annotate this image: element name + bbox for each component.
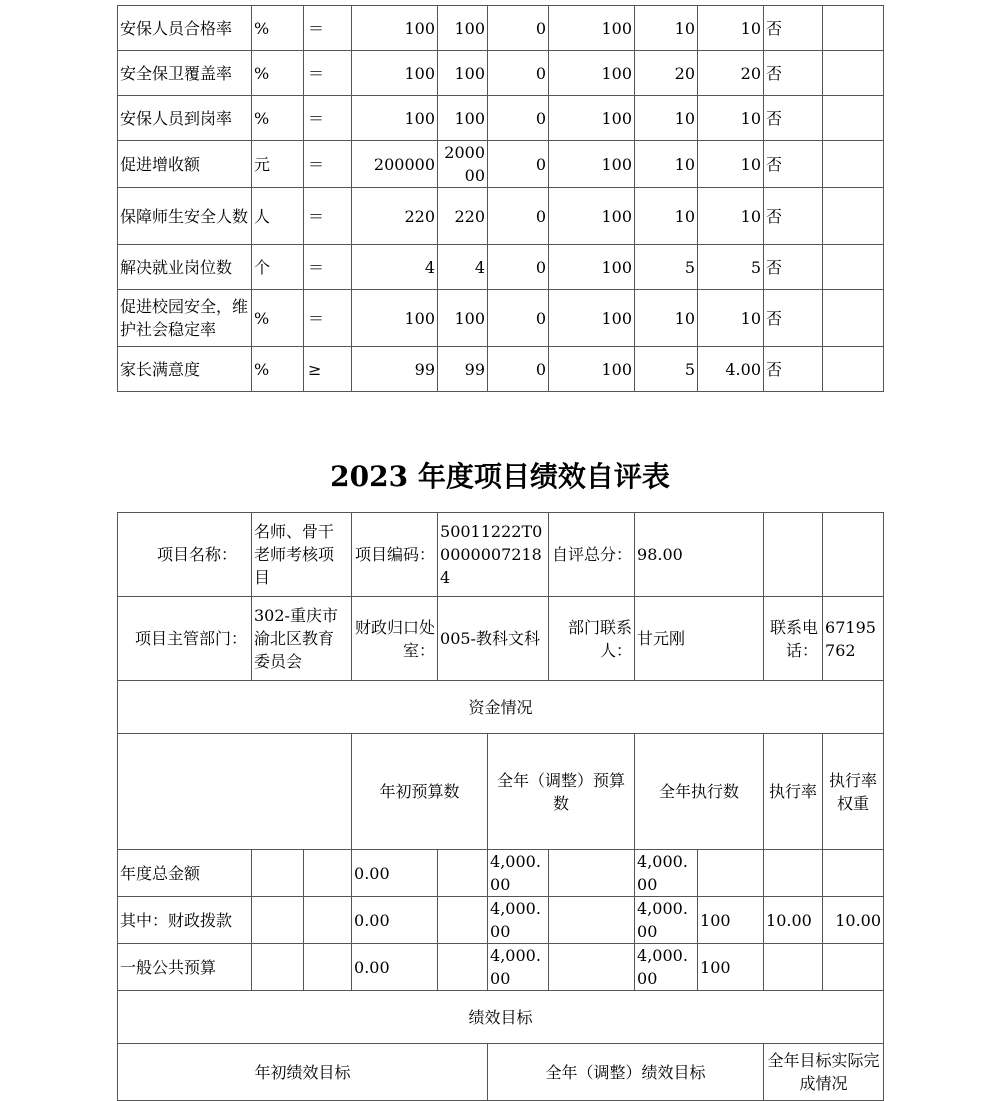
indicator-note bbox=[823, 6, 884, 51]
contact-value: 甘元刚 bbox=[635, 597, 764, 681]
indicator-actual: 100 bbox=[438, 290, 488, 347]
self-score-label: 自评总分： bbox=[549, 513, 635, 597]
goals-section-label: 绩效目标 bbox=[118, 991, 884, 1044]
indicator-deviation: 0 bbox=[488, 245, 549, 290]
indicator-row bbox=[118, 6, 884, 51]
indicator-score-base: 100 bbox=[549, 51, 635, 96]
indicator-score: 10 bbox=[698, 141, 764, 188]
empty-cell bbox=[252, 897, 304, 944]
indicator-target: 100 bbox=[352, 51, 438, 96]
indicator-score-base: 100 bbox=[549, 290, 635, 347]
indicator-score: 4.00 bbox=[698, 347, 764, 392]
indicator-table bbox=[117, 5, 884, 392]
dept-value: 302-重庆市渝北区教育委员会 bbox=[252, 597, 352, 681]
funds-header-row bbox=[118, 734, 884, 850]
empty-cell bbox=[764, 513, 823, 597]
exec-weight-value bbox=[764, 850, 823, 897]
initial-goals-header: 年初绩效目标 bbox=[118, 1044, 488, 1101]
contact-label: 部门联系人： bbox=[549, 597, 635, 681]
indicator-deviation: 0 bbox=[488, 51, 549, 96]
indicator-operator: ＝ bbox=[304, 6, 352, 51]
indicator-score-base: 100 bbox=[549, 141, 635, 188]
exec-rate-header: 执行率 bbox=[764, 734, 823, 850]
info-row-project bbox=[118, 513, 884, 597]
indicator-name: 促进增收额 bbox=[118, 141, 252, 188]
self-score-value: 98.00 bbox=[635, 513, 764, 597]
indicator-actual: 100 bbox=[438, 6, 488, 51]
empty-cell bbox=[304, 944, 352, 991]
indicator-score-base: 100 bbox=[549, 347, 635, 392]
indicator-name: 促进校园安全，维护社会稳定率 bbox=[118, 290, 252, 347]
indicator-unit: % bbox=[252, 96, 304, 141]
executed-value: 4,000.00 bbox=[635, 897, 698, 944]
indicator-flag: 否 bbox=[764, 290, 823, 347]
exec-rate-value bbox=[698, 850, 764, 897]
self-evaluation-table bbox=[117, 512, 884, 1101]
indicator-row bbox=[118, 347, 884, 392]
funds-row-label: 年度总金额 bbox=[118, 850, 252, 897]
empty-cell bbox=[252, 944, 304, 991]
adjusted-budget-value: 4,000.00 bbox=[488, 897, 549, 944]
indicator-deviation: 0 bbox=[488, 6, 549, 51]
indicator-operator: ＝ bbox=[304, 141, 352, 188]
empty-cell bbox=[304, 897, 352, 944]
exec-rate-value: 100 bbox=[698, 944, 764, 991]
funds-row bbox=[118, 944, 884, 991]
indicator-row bbox=[118, 51, 884, 96]
indicator-score: 5 bbox=[698, 245, 764, 290]
page-title: 2023 年度项目绩效自评表 bbox=[330, 460, 670, 493]
indicator-score-base: 100 bbox=[549, 6, 635, 51]
indicator-flag: 否 bbox=[764, 51, 823, 96]
exec-score-value: 10.00 bbox=[823, 897, 884, 944]
indicator-score: 10 bbox=[698, 96, 764, 141]
indicator-target: 220 bbox=[352, 188, 438, 245]
indicator-name: 保障师生安全人数 bbox=[118, 188, 252, 245]
indicator-flag: 否 bbox=[764, 6, 823, 51]
indicator-name: 安全保卫覆盖率 bbox=[118, 51, 252, 96]
indicator-name: 安保人员到岗率 bbox=[118, 96, 252, 141]
project-name-label: 项目名称： bbox=[118, 513, 252, 597]
empty-cell bbox=[549, 944, 635, 991]
indicator-score-base: 100 bbox=[549, 188, 635, 245]
indicator-operator: ＝ bbox=[304, 51, 352, 96]
project-code-value: 50011222T000000072184 bbox=[438, 513, 549, 597]
project-code-label: 项目编码： bbox=[352, 513, 438, 597]
phone-label: 联系电话： bbox=[764, 597, 823, 681]
indicator-deviation: 0 bbox=[488, 188, 549, 245]
initial-budget-value: 0.00 bbox=[352, 944, 438, 991]
empty-cell bbox=[438, 944, 488, 991]
actual-goals-header: 全年目标实际完成情况 bbox=[764, 1044, 884, 1101]
indicator-deviation: 0 bbox=[488, 347, 549, 392]
adjusted-budget-value: 4,000.00 bbox=[488, 944, 549, 991]
funds-row-label: 其中：财政拨款 bbox=[118, 897, 252, 944]
empty-cell bbox=[118, 734, 352, 850]
indicator-actual: 99 bbox=[438, 347, 488, 392]
indicator-actual: 100 bbox=[438, 51, 488, 96]
indicator-weight: 10 bbox=[635, 96, 698, 141]
indicator-flag: 否 bbox=[764, 347, 823, 392]
indicator-name: 家长满意度 bbox=[118, 347, 252, 392]
exec-rate-value: 100 bbox=[698, 897, 764, 944]
indicator-operator: ＝ bbox=[304, 290, 352, 347]
indicator-target: 100 bbox=[352, 96, 438, 141]
info-row-dept bbox=[118, 597, 884, 681]
indicator-unit: 个 bbox=[252, 245, 304, 290]
indicator-note bbox=[823, 290, 884, 347]
indicator-row bbox=[118, 141, 884, 188]
indicator-deviation: 0 bbox=[488, 290, 549, 347]
empty-cell bbox=[438, 897, 488, 944]
dept-label: 项目主管部门： bbox=[118, 597, 252, 681]
funds-row bbox=[118, 897, 884, 944]
indicator-operator: ＝ bbox=[304, 96, 352, 141]
adjusted-budget-header: 全年（调整）预算数 bbox=[488, 734, 635, 850]
indicator-target: 100 bbox=[352, 6, 438, 51]
indicator-row bbox=[118, 188, 884, 245]
initial-budget-value: 0.00 bbox=[352, 897, 438, 944]
exec-weight-header: 执行率权重 bbox=[823, 734, 884, 850]
empty-cell bbox=[823, 513, 884, 597]
finance-value: 005-教科文科 bbox=[438, 597, 549, 681]
indicator-note bbox=[823, 245, 884, 290]
empty-cell bbox=[304, 850, 352, 897]
executed-header: 全年执行数 bbox=[635, 734, 764, 850]
indicator-target: 200000 bbox=[352, 141, 438, 188]
indicator-operator: ＝ bbox=[304, 245, 352, 290]
indicator-flag: 否 bbox=[764, 96, 823, 141]
indicator-weight: 10 bbox=[635, 141, 698, 188]
indicator-note bbox=[823, 141, 884, 188]
indicator-score: 10 bbox=[698, 290, 764, 347]
indicator-weight: 10 bbox=[635, 188, 698, 245]
finance-label: 财政归口处室： bbox=[352, 597, 438, 681]
funds-row bbox=[118, 850, 884, 897]
indicator-score-base: 100 bbox=[549, 245, 635, 290]
indicator-operator: ≥ bbox=[304, 347, 352, 392]
indicator-note bbox=[823, 188, 884, 245]
executed-value: 4,000.00 bbox=[635, 850, 698, 897]
indicator-deviation: 0 bbox=[488, 141, 549, 188]
indicator-row bbox=[118, 96, 884, 141]
indicator-name: 解决就业岗位数 bbox=[118, 245, 252, 290]
indicator-row bbox=[118, 290, 884, 347]
funds-section-row bbox=[118, 681, 884, 734]
empty-cell bbox=[549, 850, 635, 897]
indicator-actual: 100 bbox=[438, 96, 488, 141]
indicator-target: 100 bbox=[352, 290, 438, 347]
exec-score-value bbox=[823, 850, 884, 897]
indicator-score: 20 bbox=[698, 51, 764, 96]
indicator-actual: 220 bbox=[438, 188, 488, 245]
indicator-flag: 否 bbox=[764, 141, 823, 188]
project-name-value: 名师、骨干老师考核项目 bbox=[252, 513, 352, 597]
indicator-target: 4 bbox=[352, 245, 438, 290]
indicator-weight: 10 bbox=[635, 6, 698, 51]
indicator-unit: % bbox=[252, 290, 304, 347]
initial-budget-header: 年初预算数 bbox=[352, 734, 488, 850]
indicator-score-base: 100 bbox=[549, 96, 635, 141]
empty-cell bbox=[438, 850, 488, 897]
exec-weight-value bbox=[764, 944, 823, 991]
indicator-actual: 200000 bbox=[438, 141, 488, 188]
indicator-unit: % bbox=[252, 347, 304, 392]
initial-budget-value: 0.00 bbox=[352, 850, 438, 897]
adjusted-goals-header: 全年（调整）绩效目标 bbox=[488, 1044, 764, 1101]
indicator-row bbox=[118, 245, 884, 290]
indicator-operator: ＝ bbox=[304, 188, 352, 245]
indicator-note bbox=[823, 347, 884, 392]
executed-value: 4,000.00 bbox=[635, 944, 698, 991]
exec-score-value bbox=[823, 944, 884, 991]
empty-cell bbox=[549, 897, 635, 944]
funds-row-label: 一般公共预算 bbox=[118, 944, 252, 991]
indicator-name: 安保人员合格率 bbox=[118, 6, 252, 51]
indicator-flag: 否 bbox=[764, 245, 823, 290]
indicator-flag: 否 bbox=[764, 188, 823, 245]
adjusted-budget-value: 4,000.00 bbox=[488, 850, 549, 897]
indicator-note bbox=[823, 96, 884, 141]
indicator-unit: % bbox=[252, 6, 304, 51]
indicator-actual: 4 bbox=[438, 245, 488, 290]
funds-section-label: 资金情况 bbox=[118, 681, 884, 734]
empty-cell bbox=[252, 850, 304, 897]
indicator-score: 10 bbox=[698, 188, 764, 245]
goals-header-row bbox=[118, 1044, 884, 1101]
indicator-unit: 人 bbox=[252, 188, 304, 245]
goals-section-row bbox=[118, 991, 884, 1044]
phone-value: 67195762 bbox=[823, 597, 884, 681]
indicator-unit: 元 bbox=[252, 141, 304, 188]
exec-weight-value: 10.00 bbox=[764, 897, 823, 944]
indicator-weight: 5 bbox=[635, 347, 698, 392]
indicator-score: 10 bbox=[698, 6, 764, 51]
indicator-weight: 10 bbox=[635, 290, 698, 347]
indicator-weight: 20 bbox=[635, 51, 698, 96]
indicator-unit: % bbox=[252, 51, 304, 96]
indicator-weight: 5 bbox=[635, 245, 698, 290]
indicator-deviation: 0 bbox=[488, 96, 549, 141]
indicator-target: 99 bbox=[352, 347, 438, 392]
indicator-note bbox=[823, 51, 884, 96]
